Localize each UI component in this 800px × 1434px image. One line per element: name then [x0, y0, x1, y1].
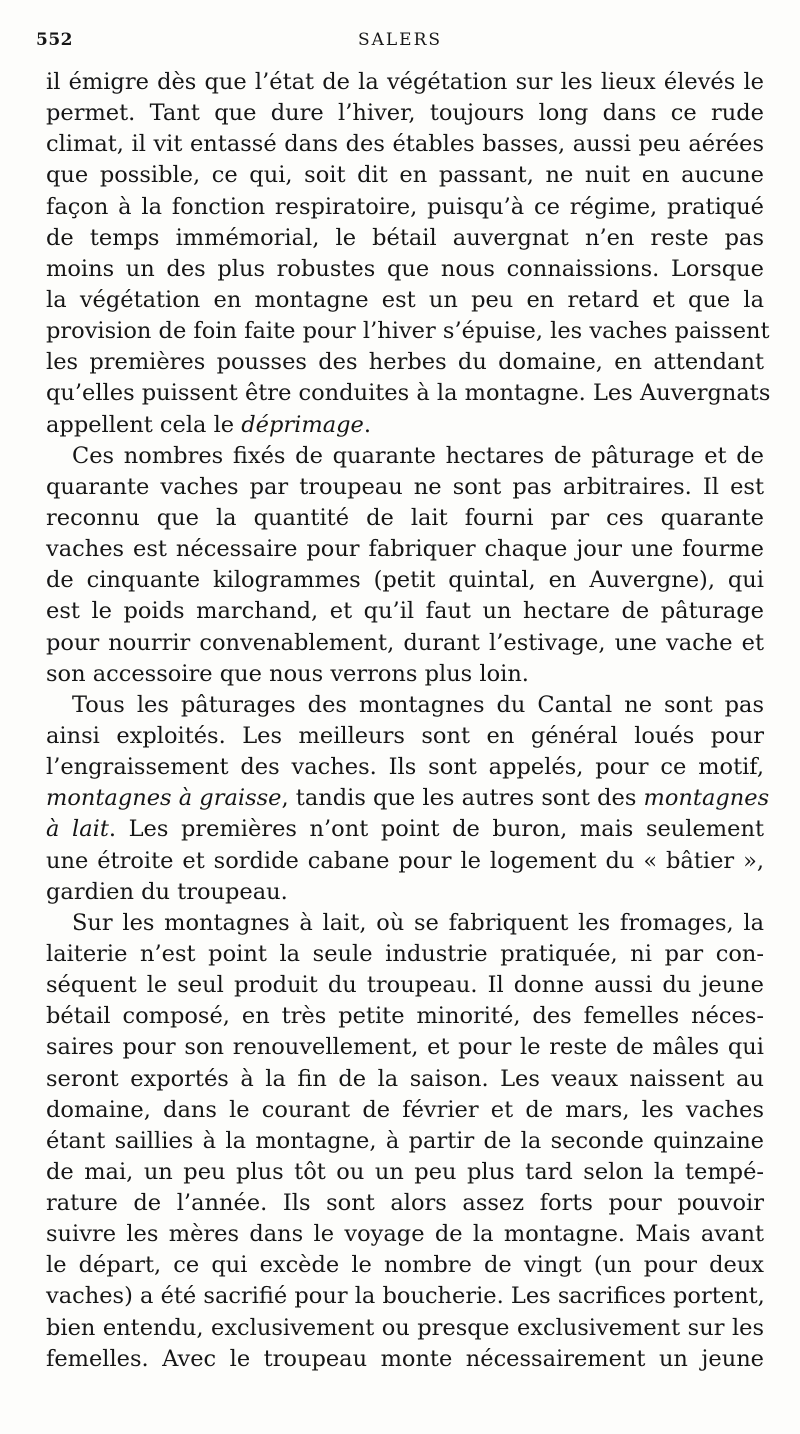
text-line [46, 1126, 764, 1157]
text-segment: moins un des plus robustes que nous connaissions. Lorsque [46, 255, 764, 282]
text-segment: de mai, un peu plus tôt ou un peu plus tard selon la tempé- [46, 1158, 764, 1185]
text-segment: étant saillies à la montagne, à partir de la seconde quinzaine [46, 1127, 764, 1154]
text-line [46, 596, 764, 627]
text-line [46, 659, 764, 690]
text-segment: qu’elles puissent être conduites à la montagne. Les Auvergnats [46, 380, 771, 407]
text-line [46, 1032, 764, 1063]
text-segment: il émigre dès que l’état de la végétation sur les lieux élevés le [46, 69, 764, 95]
text-segment: ainsi exploités. Les meilleurs sont en général loués pour [46, 722, 764, 749]
text-line [46, 223, 764, 254]
text-segment: vaches est nécessaire pour fabriquer chaque jour une fourme [46, 536, 764, 563]
italic-text: déprimage [241, 411, 364, 438]
text-line [46, 814, 764, 845]
text-segment: , tandis que les autres sont des [281, 785, 644, 812]
text-line [46, 1188, 764, 1219]
text-segment: femelles. Avec le troupeau monte nécessairement un jeune [46, 1345, 764, 1372]
text-segment: laiterie n’est point la seule industrie pratiquée, ni par con- [46, 940, 764, 967]
text-line [46, 503, 764, 534]
text-line [46, 410, 764, 441]
text-segment: permet. Tant que dure l’hiver, toujours long dans ce rude [46, 100, 764, 127]
text-segment: rature de l’année. Ils sont alors assez forts pour pouvoir [46, 1190, 764, 1217]
text-segment: climat, il vit entassé dans des étables basses, aussi peu aérées [46, 131, 764, 158]
text-line [46, 970, 764, 1001]
text-segment: le départ, ce qui excède le nombre de vingt (un pour deux [46, 1252, 764, 1279]
text-line [46, 129, 764, 160]
text-line [46, 752, 764, 783]
text-segment: une étroite et sordide cabane pour le logement du « bâtier », [46, 847, 764, 874]
text-segment: quarante vaches par troupeau ne sont pas arbitraires. Il est [46, 473, 764, 500]
text-segment: bien entendu, exclusivement ou presque exclusivement sur les [46, 1314, 764, 1341]
text-line [46, 1344, 764, 1375]
text-segment: séquent le seul produit du troupeau. Il donne aussi du jeune [46, 972, 764, 999]
text-line [46, 1281, 764, 1312]
text-line [46, 628, 764, 659]
text-line [46, 1157, 764, 1188]
page-number: 552 [36, 30, 73, 50]
text-line [46, 472, 764, 503]
text-segment: est le poids marchand, et qu’il faut un hectare de pâturage [46, 598, 764, 625]
text-line [46, 1250, 764, 1281]
text-segment: gardien du troupeau. [46, 878, 288, 905]
text-segment: Tous les pâturages des montagnes du Cantal ne sont pas [72, 691, 764, 718]
text-line [46, 1095, 764, 1126]
text-segment: Ces nombres fixés de quarante hectares de pâturage et de [72, 442, 764, 469]
text-segment: son accessoire que nous verrons plus loin. [46, 660, 529, 687]
text-line [46, 1064, 764, 1095]
italic-text: montagnes à graisse [46, 785, 282, 812]
text-segment: . Les premières n’ont point de buron, mais seulement [108, 816, 764, 843]
text-line [46, 160, 764, 191]
text-segment: bétail composé, en très petite minorité, des femelles néces- [46, 1003, 764, 1030]
text-segment: seront exportés à la fin de la saison. Les veaux naissent au [46, 1065, 764, 1092]
text-line [46, 690, 764, 721]
text-segment: pour nourrir convenablement, durant l’estivage, une vache et [46, 629, 764, 656]
text-segment: que possible, ce qui, soit dit en passant, ne nuit en aucune [46, 162, 764, 189]
text-line [46, 846, 764, 877]
text-line [46, 783, 770, 814]
text-line [46, 908, 764, 939]
text-line [46, 1001, 764, 1032]
text-segment: . [363, 411, 371, 438]
text-segment: appellent cela le [46, 411, 242, 438]
body-text [46, 67, 771, 1375]
text-line [46, 1313, 764, 1344]
text-line [46, 378, 771, 409]
text-line [46, 939, 764, 970]
text-segment: les premières pousses des herbes du domaine, en attendant [46, 349, 764, 376]
text-segment: vaches) a été sacrifié pour la boucherie. Les sacrifices portent, [46, 1283, 765, 1310]
text-segment: reconnu que la quantité de lait fourni par ces quarante [46, 504, 764, 531]
text-segment: suivre les mères dans le voyage de la montagne. Mais avant [46, 1221, 764, 1248]
text-segment: saires pour son renouvellement, et pour le reste de mâles qui [46, 1034, 764, 1061]
text-segment: domaine, dans le courant de février et de mars, les vaches [46, 1096, 764, 1123]
text-line [46, 67, 764, 98]
text-line [46, 441, 764, 472]
text-line [46, 534, 764, 565]
text-line [46, 877, 764, 908]
running-title: SALERS [357, 30, 443, 50]
text-segment: la végétation en montagne est un peu en retard et que la [46, 286, 764, 313]
italic-text: montagnes [643, 785, 770, 812]
text-segment: de temps immémorial, le bétail auvergnat n’en reste pas [46, 224, 764, 251]
italic-text: à lait [46, 816, 109, 843]
running-head [36, 30, 764, 60]
text-line [46, 1219, 764, 1250]
text-segment: de cinquante kilogrammes (petit quintal, en Auvergne), qui [46, 567, 764, 594]
text-segment: provision de foin faite pour l’hiver s’épuise, les vaches paissent [46, 318, 770, 345]
text-line [46, 565, 764, 596]
text-line [46, 254, 764, 285]
text-line [46, 192, 764, 223]
text-line [46, 98, 764, 129]
text-line [46, 347, 764, 378]
text-segment: Sur les montagnes à lait, où se fabriquent les fromages, la [72, 909, 764, 936]
text-line [46, 721, 764, 752]
text-line [46, 316, 770, 347]
text-segment: l’engraissement des vaches. Ils sont appelés, pour ce motif, [46, 754, 764, 781]
text-segment: façon à la fonction respiratoire, puisqu’à ce régime, pratiqué [46, 193, 764, 220]
text-line [46, 285, 764, 316]
